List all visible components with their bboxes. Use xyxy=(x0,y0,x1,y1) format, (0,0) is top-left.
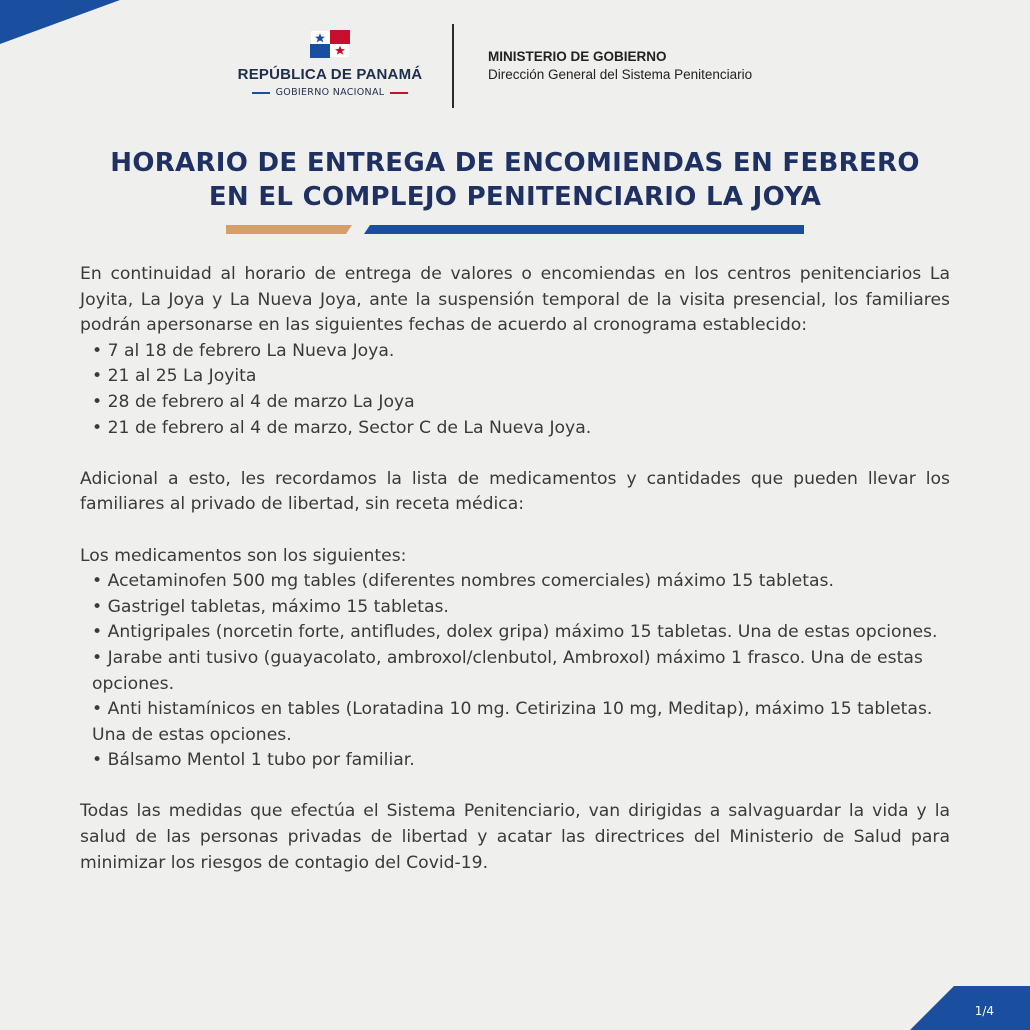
divider-dash-blue xyxy=(252,92,270,94)
corner-decoration-top-left xyxy=(0,0,120,44)
list-item: • Jarabe anti tusivo (guayacolato, ambroxol/clenbutol, Ambroxol) máximo 1 frasco. Una de estas opciones. xyxy=(92,646,950,697)
intro-paragraph: En continuidad al horario de entrega de valores o encomiendas en los centros penitenciarios La Joyita, La Joya y La Nueva Joya, ante la suspensión temporal de la visita presencial, los familiares podrán apersonarse en las siguientes fechas de acuerdo al cronograma establecido: xyxy=(80,264,950,336)
ministry-name: MINISTERIO DE GOBIERNO xyxy=(488,49,667,64)
list-item: • 21 de febrero al 4 de marzo, Sector C de La Nueva Joya. xyxy=(92,416,950,442)
government-label-row xyxy=(222,87,438,98)
title-line-1: HORARIO DE ENTREGA DE ENCOMIENDAS EN FEBRERO xyxy=(110,148,920,178)
list-item: • Gastrigel tabletas, máximo 15 tabletas. xyxy=(92,595,950,621)
direction-name: Dirección General del Sistema Penitenciario xyxy=(488,67,753,82)
list-item: • Acetaminofen 500 mg tables (diferentes nombres comerciales) máximo 15 tabletas. xyxy=(92,569,950,595)
title-underline-blue xyxy=(364,225,804,234)
title-underline-gold xyxy=(226,225,352,234)
title-line-2: EN EL COMPLEJO PENITENCIARIO LA JOYA xyxy=(208,182,822,212)
closing-paragraph: Todas las medidas que efectúa el Sistema Penitenciario, van dirigidas a salvaguardar la vida y la salud de las personas privadas de libertad y acatar las directrices del Ministerio de Salud para minimizar los riesgos de contagio del Covid-19. xyxy=(80,801,950,873)
medicine-heading: Los medicamentos son los siguientes: xyxy=(80,545,407,566)
page-title xyxy=(40,146,990,214)
spacer xyxy=(80,774,950,800)
header-divider xyxy=(452,24,454,108)
spacer xyxy=(80,441,950,467)
list-item: • 28 de febrero al 4 de marzo La Joya xyxy=(92,390,950,416)
ministry-block xyxy=(488,49,752,82)
list-item: • Bálsamo Mentol 1 tubo por familiar. xyxy=(92,748,950,774)
list-item: • Anti histamínicos en tables (Loratadina 10 mg. Cetirizina 10 mg, Meditap), máximo 15 tabletas. Una de estas opciones. xyxy=(92,697,950,748)
country-name: REPÚBLICA DE PANAMÁ xyxy=(237,66,423,83)
page-number: 1/4 xyxy=(974,1004,994,1018)
spacer xyxy=(80,518,950,544)
main-content xyxy=(80,262,950,876)
list-item: • 21 al 25 La Joyita xyxy=(92,364,950,390)
corner-decoration-bottom-right xyxy=(910,986,1030,1030)
medicine-list xyxy=(80,569,950,774)
government-logo xyxy=(222,30,438,98)
government-label: GOBIERNO NACIONAL xyxy=(275,87,385,98)
schedule-list xyxy=(80,339,950,441)
title-underline xyxy=(226,225,806,235)
divider-dash-red xyxy=(390,92,408,94)
medicine-intro-paragraph: Adicional a esto, les recordamos la lista de medicamentos y cantidades que pueden llevar los familiares al privado de libertad, sin receta médica: xyxy=(80,468,950,515)
list-item: • 7 al 18 de febrero La Nueva Joya. xyxy=(92,339,950,365)
list-item: • Antigripales (norcetin forte, antifludes, dolex gripa) máximo 15 tabletas. Una de estas opciones. xyxy=(92,620,950,646)
panama-flag-icon xyxy=(310,30,350,58)
